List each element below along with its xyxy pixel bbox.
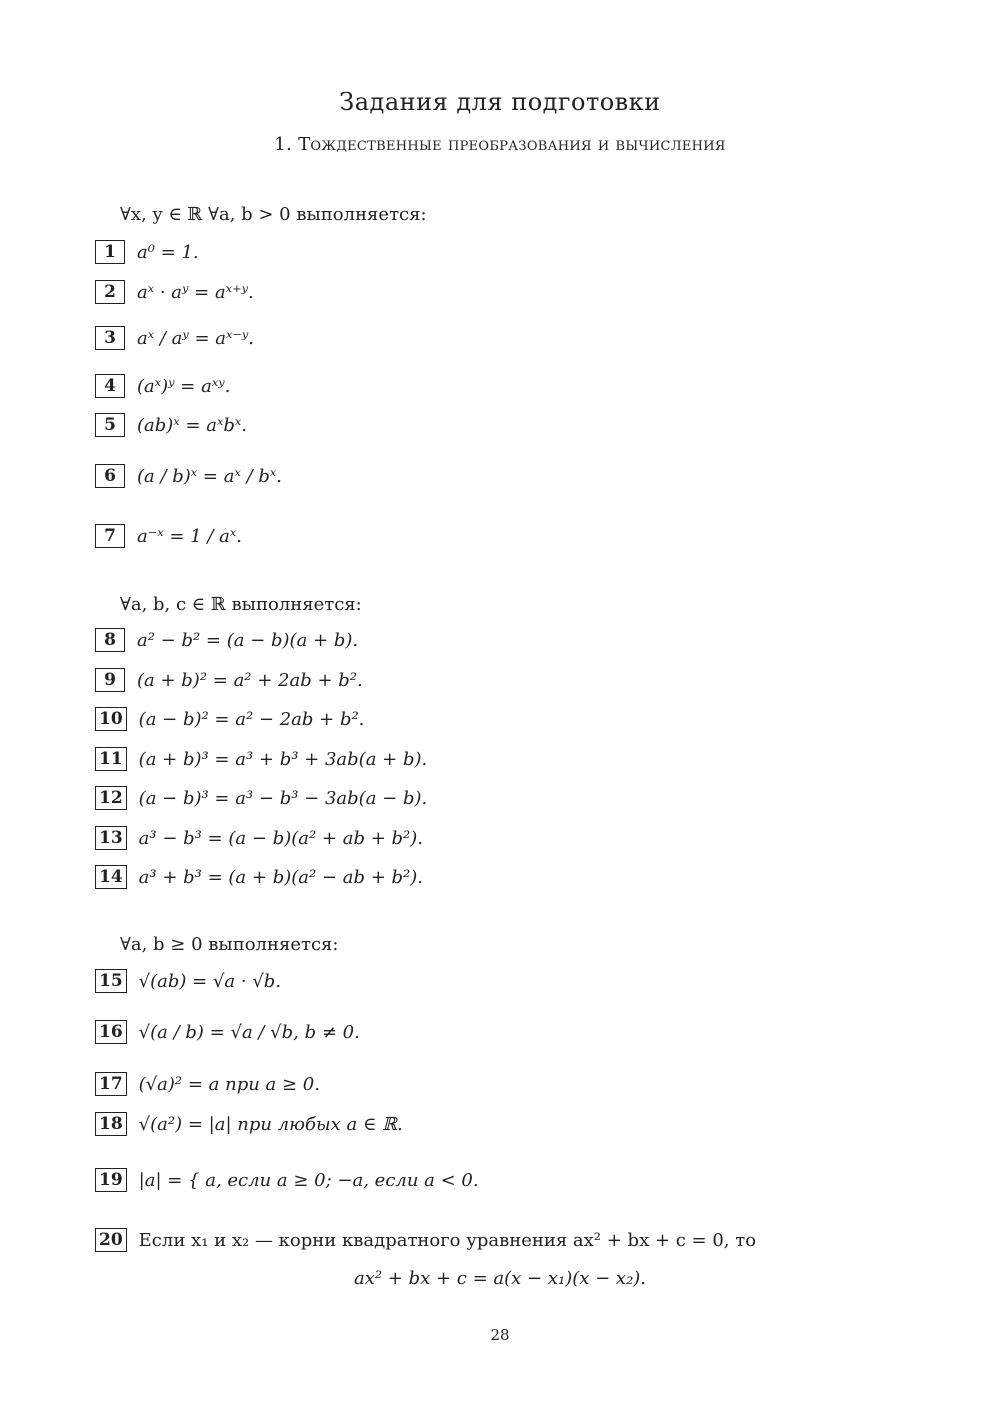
list-item [95, 1104, 403, 1144]
item-formula: aˣ / aʸ = aˣ⁻ʸ. [137, 327, 255, 349]
item-formula: Если x₁ и x₂ — корни квадратного уравнения ax² + bx + c = 0, то [138, 1229, 757, 1251]
list-item [95, 232, 199, 272]
item-formula: √(ab) = √a · √b. [138, 970, 282, 992]
item-formula: a⁰ = 1. [137, 241, 199, 263]
list-item [95, 1064, 320, 1104]
item-number: 9 [95, 668, 125, 692]
list-item [95, 1220, 756, 1260]
list-item [95, 516, 242, 556]
list-item [95, 660, 363, 700]
item-number: 13 [95, 826, 127, 850]
item-formula: (a / b)ˣ = aˣ / bˣ. [137, 465, 282, 487]
item-formula: |a| = { a, если a ≥ 0; −a, если a < 0. [138, 1169, 479, 1191]
list-item [95, 456, 282, 496]
item-number: 19 [95, 1168, 127, 1192]
item-formula: aˣ · aʸ = aˣ⁺ʸ. [137, 281, 254, 303]
item-formula: √(a / b) = √a / √b, b ≠ 0. [138, 1021, 360, 1043]
item-number: 18 [95, 1112, 127, 1136]
list-item [95, 857, 423, 897]
item-formula: √(a²) = |a| при любых a ∈ ℝ. [138, 1113, 403, 1135]
list-item [95, 961, 281, 1001]
section-intro-2: ∀a, b, c ∈ ℝ выполняется: [120, 594, 362, 615]
list-item [95, 699, 364, 739]
list-item [95, 272, 254, 312]
page-title: Задания для подготовки [339, 88, 661, 116]
list-item [95, 818, 423, 858]
item-formula: a³ − b³ = (a − b)(a² + ab + b²). [138, 827, 423, 849]
list-item [95, 1012, 360, 1052]
section-subtitle: 1. Тождественные преобразования и вычисления [274, 134, 726, 155]
list-item [95, 405, 247, 445]
list-item [95, 1160, 479, 1200]
item-number: 16 [95, 1020, 127, 1044]
item-number: 10 [95, 707, 127, 731]
item-number: 6 [95, 464, 125, 488]
item-number: 12 [95, 786, 127, 810]
item-number: 20 [95, 1228, 127, 1252]
item-number: 14 [95, 865, 127, 889]
list-item [95, 620, 358, 660]
section-intro-1: ∀x, y ∈ ℝ ∀a, b > 0 выполняется: [120, 204, 427, 225]
list-item [95, 739, 427, 779]
item-formula: (a − b)² = a² − 2ab + b². [138, 708, 365, 730]
item-number: 5 [95, 413, 125, 437]
item-number: 17 [95, 1072, 127, 1096]
item-formula: a⁻ˣ = 1 / aˣ. [137, 525, 242, 547]
item-formula: a² − b² = (a − b)(a + b). [137, 629, 359, 651]
item-formula: (a − b)³ = a³ − b³ − 3ab(a − b). [138, 787, 428, 809]
item-formula: (√a)² = a при a ≥ 0. [138, 1073, 320, 1095]
item-formula: (a + b)² = a² + 2ab + b². [137, 669, 363, 691]
item-number: 4 [95, 374, 125, 398]
item-formula: (ab)ˣ = aˣbˣ. [137, 414, 247, 436]
item-number: 7 [95, 524, 125, 548]
list-item [95, 778, 427, 818]
item-formula: a³ + b³ = (a + b)(a² − ab + b²). [138, 866, 423, 888]
item-formula: (a + b)³ = a³ + b³ + 3ab(a + b). [138, 748, 428, 770]
item-number: 8 [95, 628, 125, 652]
item-number: 3 [95, 326, 125, 350]
page-number: 28 [490, 1326, 510, 1344]
item-number: 1 [95, 240, 125, 264]
item-number: 11 [95, 747, 127, 771]
centered-formula: ax² + bx + c = a(x − x₁)(x − x₂). [353, 1268, 647, 1289]
item-number: 15 [95, 969, 127, 993]
item-number: 2 [95, 280, 125, 304]
list-item [95, 366, 230, 406]
item-formula: (aˣ)ʸ = aˣʸ. [137, 375, 231, 397]
list-item [95, 318, 254, 358]
section-intro-3: ∀a, b ≥ 0 выполняется: [120, 934, 339, 955]
